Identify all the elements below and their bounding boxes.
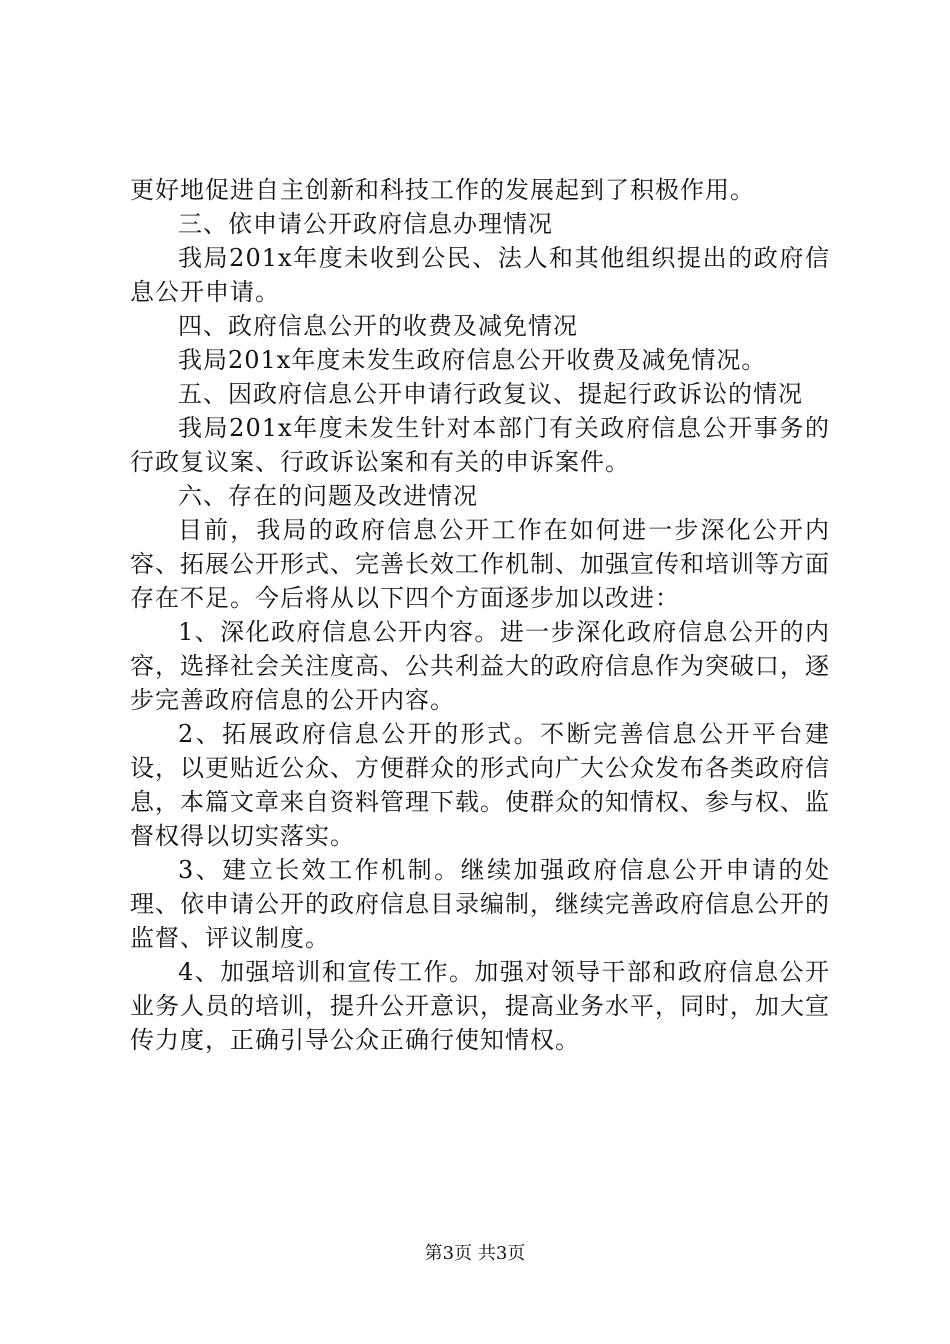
section-heading-3: 三、依申请公开政府信息办理情况 (178, 210, 553, 238)
list-item-1: 1、深化政府信息公开内容。进一步深化政府信息公开的内容，选择社会关注度高、公共利益大的政府信息作为突破口，逐步完善政府信息的公开内容。 (130, 618, 830, 714)
section-heading-6: 六、存在的问题及改进情况 (178, 482, 478, 510)
paragraph: 目前，我局的政府信息公开工作在如何进一步深化公开内容、拓展公开形式、完善长效工作机制、加强宣传和培训等方面存在不足。今后将从以下四个方面逐步加以改进： (130, 516, 830, 612)
section-heading-4: 四、政府信息公开的收费及减免情况 (178, 312, 578, 340)
page-number: 第3页 共3页 (424, 1243, 526, 1264)
document-body (130, 173, 830, 1057)
paragraph: 我局201x年度未发生针对本部门有关政府信息公开事务的行政复议案、行政诉讼案和有关的申诉案件。 (130, 414, 830, 476)
paragraph: 我局201x年度未收到公民、法人和其他组织提出的政府信息公开申请。 (130, 244, 830, 306)
paragraph-continued: 更好地促进自主创新和科技工作的发展起到了积极作用。 (130, 176, 755, 204)
page-footer (0, 1243, 950, 1265)
section-heading-5: 五、因政府信息公开申请行政复议、提起行政诉讼的情况 (178, 380, 803, 408)
list-item-4: 4、加强培训和宣传工作。加强对领导干部和政府信息公开业务人员的培训，提升公开意识，提高业务水平，同时，加大宣传力度，正确引导公众正确行使知情权。 (130, 958, 830, 1054)
list-item-3: 3、建立长效工作机制。继续加强政府信息公开申请的处理、依申请公开的政府信息目录编制，继续完善政府信息公开的监督、评议制度。 (130, 856, 830, 952)
list-item-2: 2、拓展政府信息公开的形式。不断完善信息公开平台建设，以更贴近公众、方便群众的形式向广大公众发布各类政府信息，本篇文章来自资料管理下载。使群众的知情权、参与权、监督权得以切实落实。 (130, 720, 830, 850)
paragraph: 我局201x年度未发生政府信息公开收费及减免情况。 (178, 346, 767, 374)
